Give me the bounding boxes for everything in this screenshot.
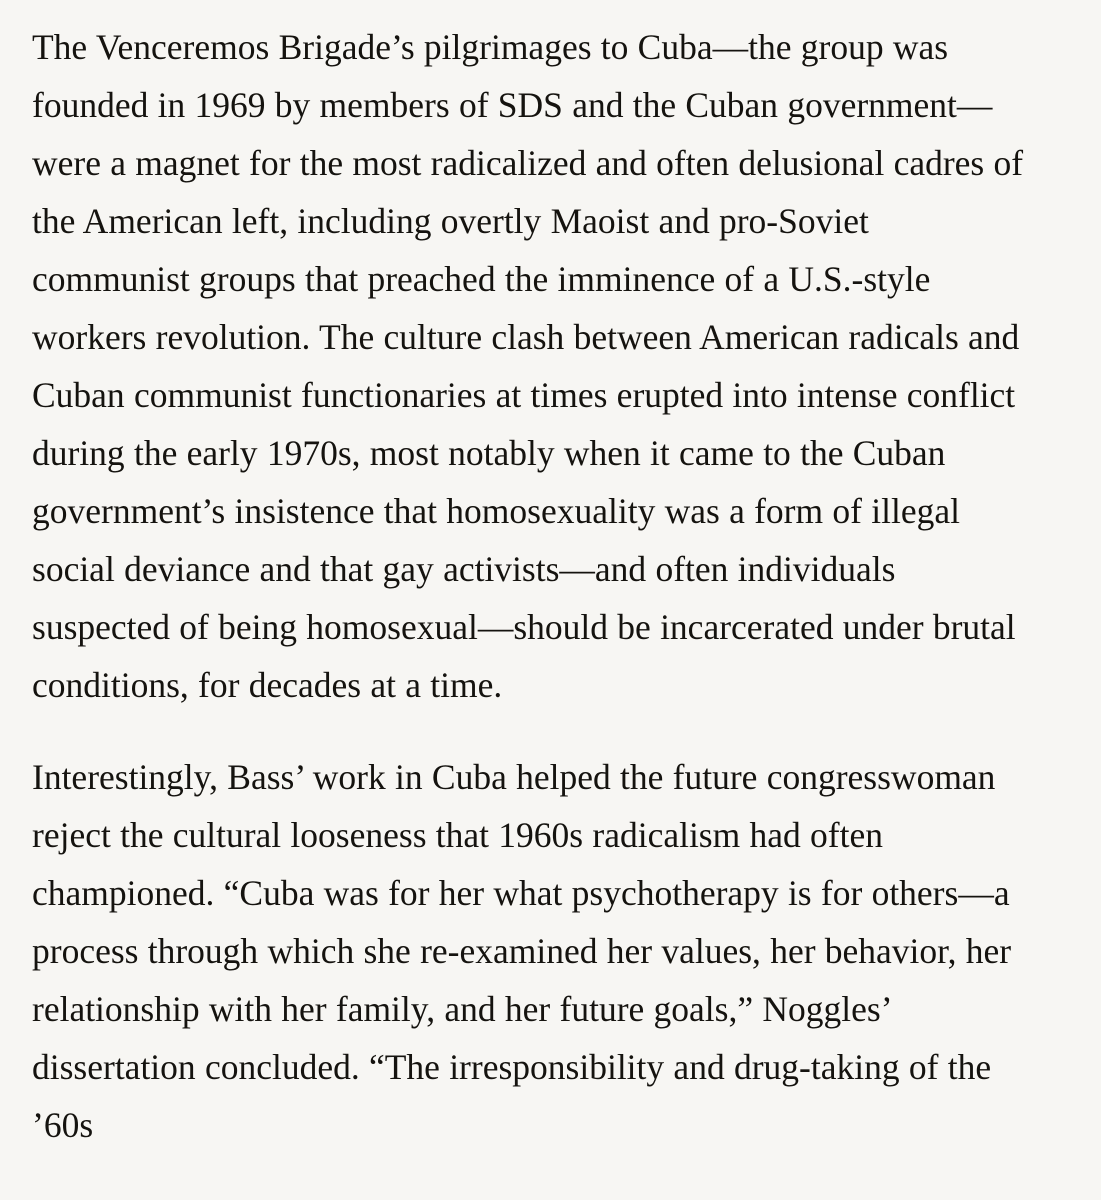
paragraph-1: The Venceremos Brigade’s pilgrimages to Cuba—the group was founded in 1969 by members of SDS and the Cuban government—were a magnet for the most radicalized and often delusional cadres of the American left, including overtly Maoist and pro-Soviet communist groups that preached the imminence of a U.S.-style workers revolution. The culture clash between American radicals and Cuban communist functionaries at times erupted into intense conflict during the early 1970s, most notably when it came to the Cuban government’s insistence that homosexuality was a form of illegal social deviance and that gay activists—and often individuals suspected of being homosexual—should be incarcerated under brutal conditions, for decades at a time. [32, 27, 1024, 705]
paragraph-2: Interestingly, Bass’ work in Cuba helped the future congresswoman reject the cultural looseness that 1960s radicalism had often championed. “Cuba was for her what psychotherapy is for others—a process through which she re-examined her values, her behavior, her relationship with her family, and her future goals,” Noggles’ dissertation concluded. “The irresponsibility and drug-taking of the ’60s [32, 757, 1012, 1145]
